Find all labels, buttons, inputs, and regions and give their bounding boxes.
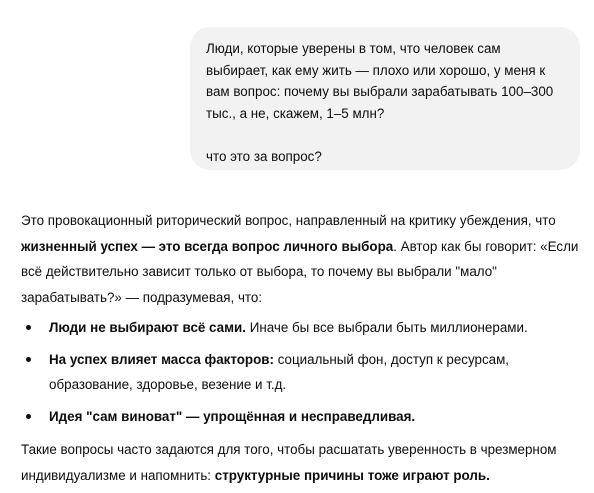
intro-text-1: Это провокационный риторический вопрос, направленный на критику убеждения, что bbox=[21, 213, 556, 228]
bullet-text: Иначе бы все выбрали быть миллионерами. bbox=[245, 320, 528, 335]
outro-bold-1: структурные причины тоже играют роль. bbox=[214, 467, 490, 483]
bullet-bold: На успех влияет масса факторов: bbox=[49, 351, 274, 367]
bullet-dot-icon bbox=[26, 325, 31, 330]
bullet-text: социальный фон, доступ к ресурсам, образование, здоровье, везение и т.д. bbox=[49, 351, 510, 392]
intro-bold-1: жизненный успех — это всегда вопрос личного выбора bbox=[21, 238, 394, 254]
bullet-bold: Люди не выбирают всё сами. bbox=[49, 320, 246, 335]
assistant-outro-paragraph bbox=[21, 437, 589, 488]
user-message-bubble: Люди, которые уверены в том, что человек сам выбирает, как ему жить — плохо или хорошо, у меня к вам вопрос: почему вы выбрали зарабатывать 100–300 тыс., а не, скажем, 1–5 млн? что это за вопрос? bbox=[190, 27, 580, 170]
assistant-bullet-list bbox=[21, 315, 589, 429]
bullet-bold: Идея "сам виноват" — упрощённая и несправедливая. bbox=[49, 408, 416, 424]
assistant-message bbox=[21, 208, 589, 488]
list-item bbox=[21, 347, 589, 398]
list-item bbox=[21, 404, 589, 430]
list-item bbox=[21, 315, 589, 341]
bullet-dot-icon bbox=[26, 357, 31, 362]
assistant-intro-paragraph bbox=[21, 208, 589, 310]
bullet-dot-icon bbox=[26, 414, 31, 419]
outro-text-1: Такие вопросы часто задаются для того, чтобы расшатать уверенность в чрезмерном индивидуализме и напомнить: bbox=[21, 442, 557, 483]
intro-text-2: . Автор как бы говорит: «Если всё действительно зависит только от выбора, то почему вы выбрали "мало" зарабатывать?» — подразумевая, что: bbox=[21, 238, 579, 305]
